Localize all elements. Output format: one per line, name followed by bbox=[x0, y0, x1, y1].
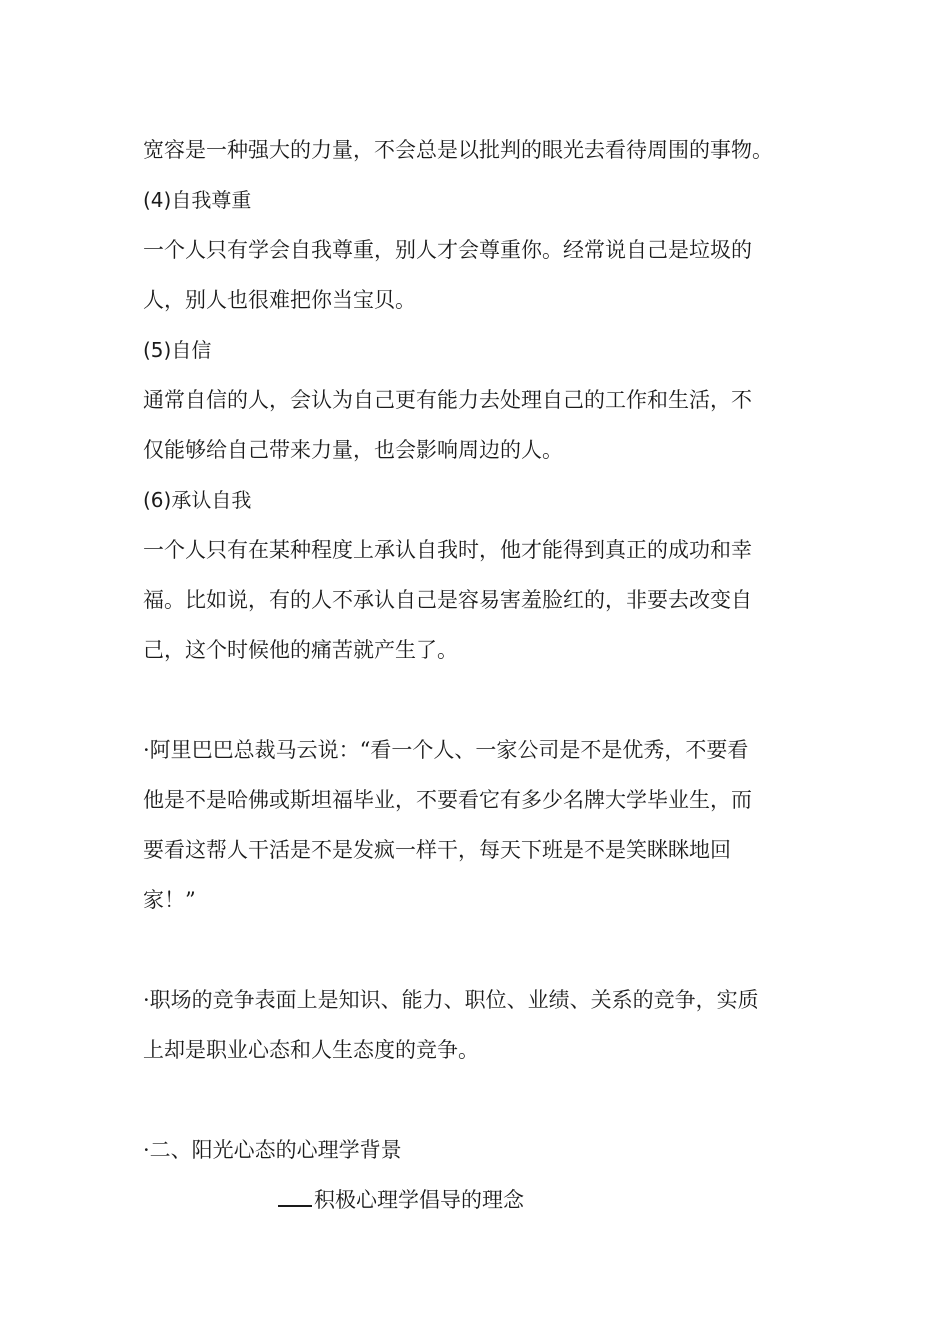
paragraph-line: 己，这个时候他的痛苦就产生了。 bbox=[143, 638, 458, 662]
paragraph-line: ·职场的竞争表面上是知识、能力、职位、业绩、关系的竞争，实质 bbox=[143, 988, 759, 1012]
paragraph-line: 通常自信的人，会认为自己更有能力去处理自己的工作和生活，不 bbox=[143, 388, 752, 412]
paragraph-line: 一个人只有学会自我尊重，别人才会尊重你。经常说自己是垃圾的 bbox=[143, 238, 752, 262]
quote-line: 家！” bbox=[143, 888, 196, 912]
paragraph-line: 上却是职业心态和人生态度的竞争。 bbox=[143, 1038, 479, 1062]
paragraph-line: 人，别人也很难把你当宝贝。 bbox=[143, 288, 416, 312]
paragraph-line: 仅能够给自己带来力量，也会影响周边的人。 bbox=[143, 438, 563, 462]
quote-line: 要看这帮人干活是不是发疯一样干，每天下班是不是笑眯眯地回 bbox=[143, 838, 731, 862]
subtitle-line bbox=[278, 1185, 950, 1215]
paragraph-line: 一个人只有在某种程度上承认自我时，他才能得到真正的成功和幸 bbox=[143, 538, 752, 562]
paragraph-line: 福。比如说，有的人不承认自己是容易害羞脸红的，非要去改变自 bbox=[143, 588, 752, 612]
underline-blank bbox=[278, 1189, 312, 1207]
quote-line: ·阿里巴巴总裁马云说：“看一个人、一家公司是不是优秀，不要看 bbox=[143, 738, 749, 762]
section-heading: (5)自信 bbox=[143, 338, 212, 362]
paragraph-line: 宽容是一种强大的力量，不会总是以批判的眼光去看待周围的事物。 bbox=[143, 138, 773, 162]
quote-line: 他是不是哈佛或斯坦福毕业，不要看它有多少名牌大学毕业生，而 bbox=[143, 788, 752, 812]
section-heading: (6)承认自我 bbox=[143, 488, 252, 512]
chapter-heading: ·二、阳光心态的心理学背景 bbox=[143, 1138, 402, 1162]
section-heading: (4)自我尊重 bbox=[143, 188, 252, 212]
subtitle-text: 积极心理学倡导的理念 bbox=[314, 1188, 524, 1212]
